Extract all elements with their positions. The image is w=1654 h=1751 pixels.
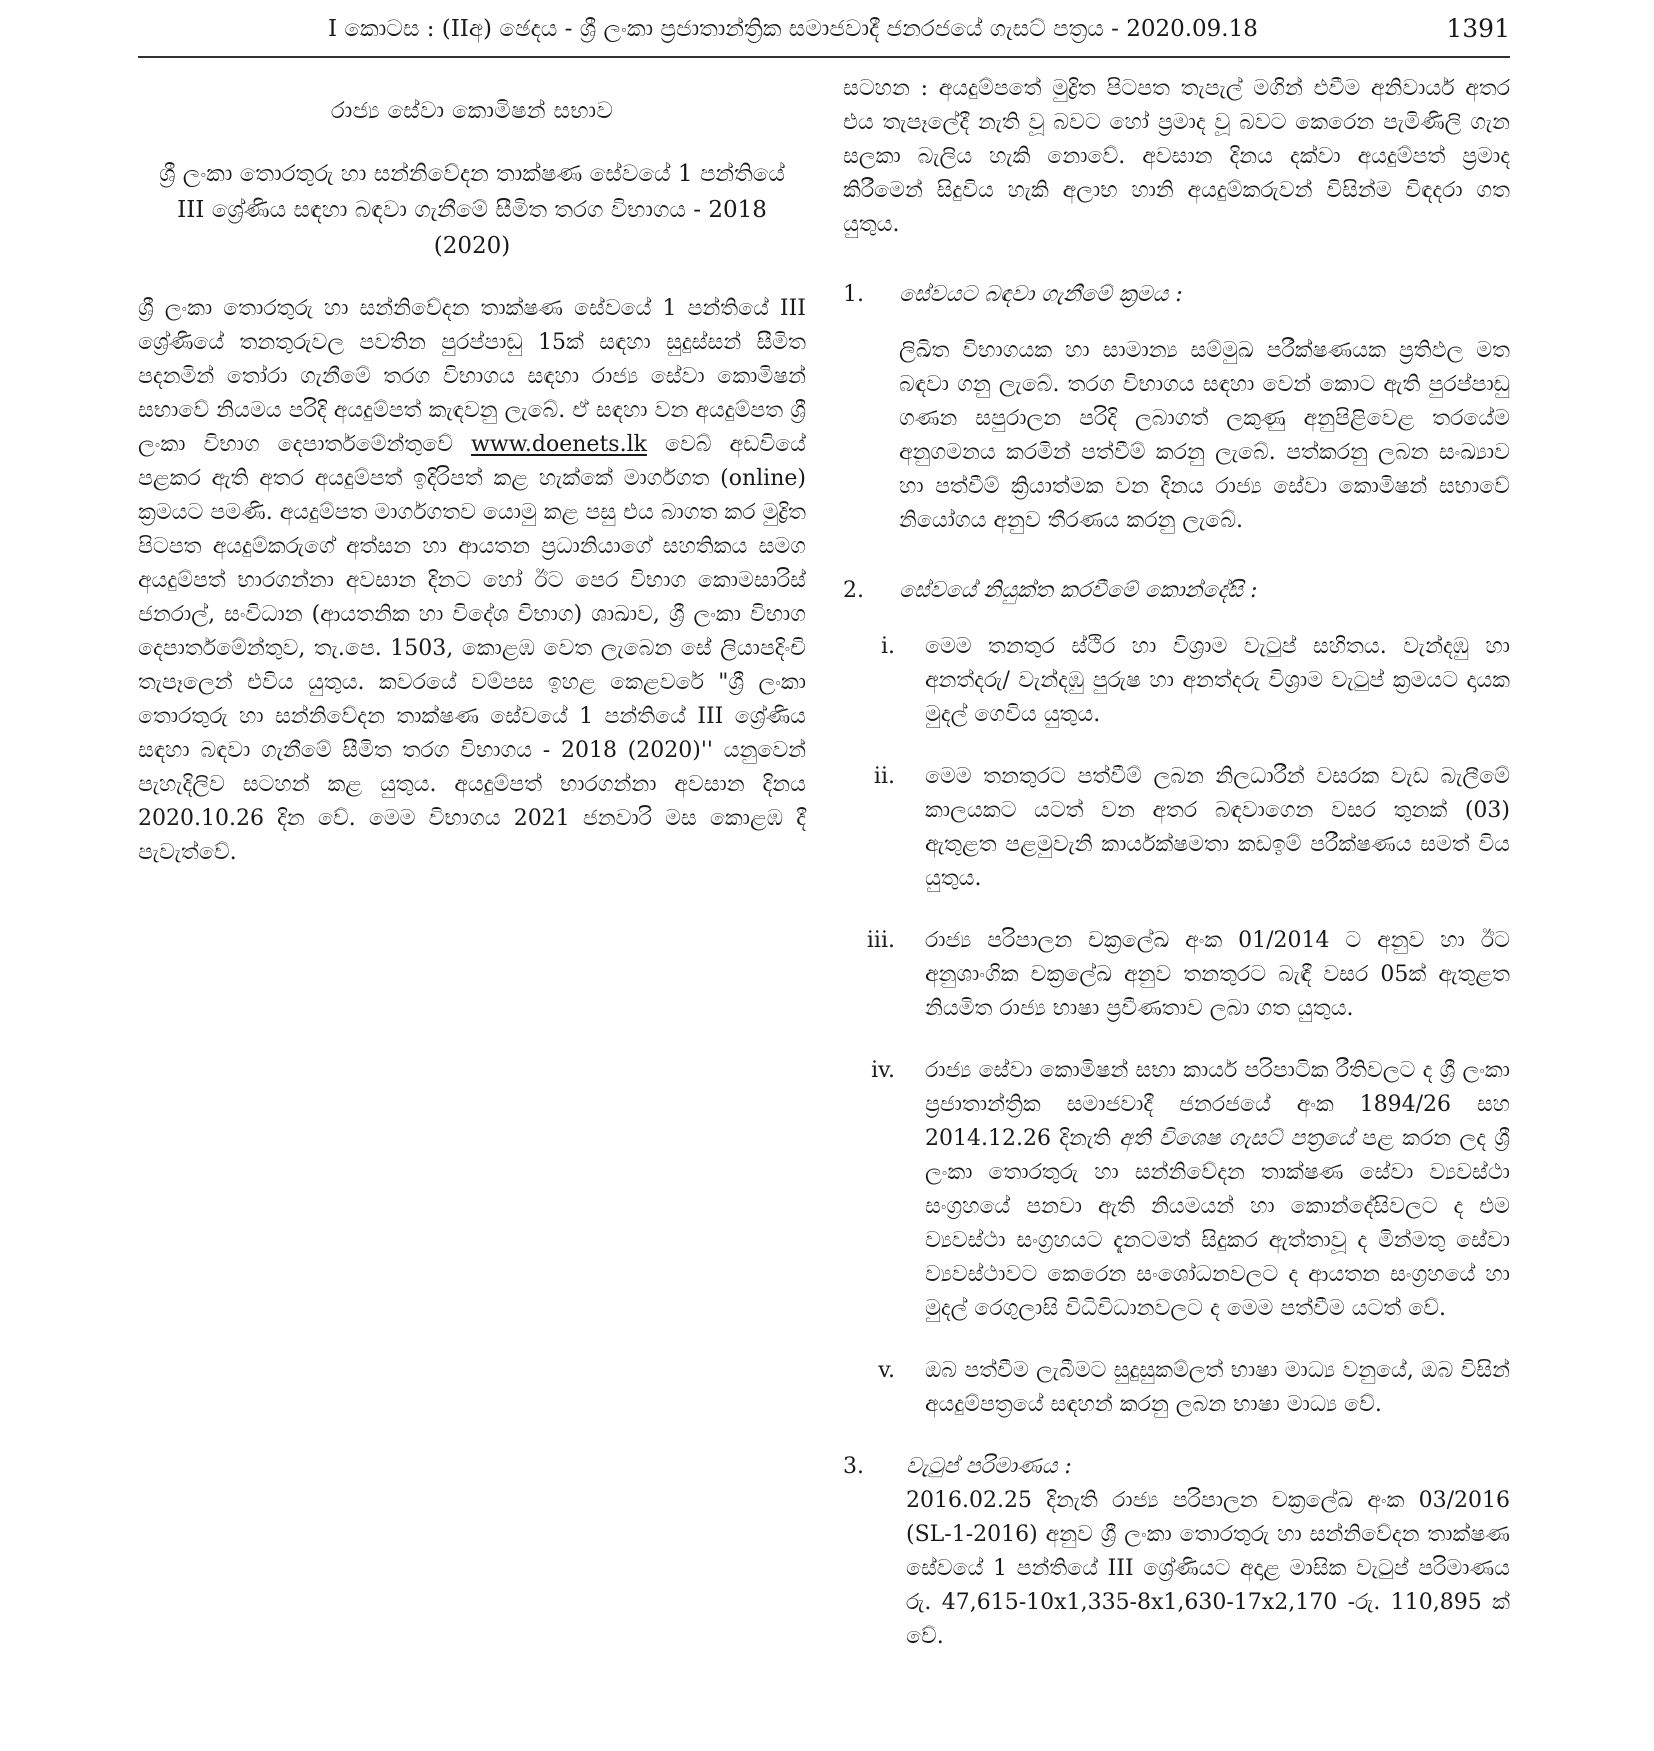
- right-column: [843, 72, 1510, 1654]
- section-1: [843, 278, 1510, 538]
- item-number: v.: [878, 1358, 895, 1383]
- item-text: මෙම තනතුර ස්ථිර හා විශ්‍රාම වැටුප් සහිතය. වැන්දඹු හා අනත්දරු/ වැන්දඹු පුරුෂ හා අනත්දරු විශ්‍රාම වැටුප් ක්‍රමයට දායක මුදල් ගෙවිය යුතුය.: [925, 634, 1510, 727]
- notice-text-b: වෙබ් අඩවියේ පළකර ඇති අතර අයදුම්පත් ඉදිරිපත් කළ හැක්කේ මාර්ගගත (online) ක්‍රමයට පමණි. අයදුම්පත මාර්ගගතව යොමු කළ පසු එය බාගත කර මුද්‍රිත පිටපත අයදුම්කරුගේ අත්සන හා ආයතන ප්‍රධානියාගේ සහතිකය සමග අයදුම්පත් භාරගන්නා අවසාන දිනට හෝ ඊට පෙර විභාග කොමසාරිස් ජනරාල්, සංවිධාන (ආයතනික හා විදේශ විභාග) ශාඛාව, ශ්‍රී ලංකා විභාග දෙපාර්තමේන්තුව, තැ.පෙ. 1503, කොළඹ වෙත ලැබෙන සේ ලියාපදිංචි තැපෑලෙන් එවිය යුතුය. කවරයේ වම්පස ඉහළ කෙළවරේ "ශ්‍රී ලංකා තොරතුරු හා සන්නිවේදන තාක්ෂණ සේවයේ 1 පන්තියේ III ශ්‍රේණිය සඳහා බඳවා ගැනීමේ සීමිත තරග විභාගය - 2018 (2020)'' යනුවෙන් පැහැදිලිව සටහන් කළ යුතුය. අයදුම්පත් භාරගන්නා අවසාන දිනය 2020.10.26 දින වේ. මෙම විභාගය 2021 ජනවාරි මස කොළඹ දී පැවැත්වේ.: [138, 432, 806, 865]
- section-title: සේවයේ නියුක්ත කරවීමේ කොන්දේසි :: [899, 578, 1258, 603]
- item-text: [925, 1054, 1510, 1326]
- section-number: 2.: [843, 578, 864, 603]
- condition-item: [843, 1354, 1510, 1422]
- item-text-a: රාජ්‍ය සේවා කොමිෂන් සභා කාර්ය පරිපාටික රීතිවලට ද ශ්‍රී ලංකා ප්‍රජාතාන්ත්‍රික සමාජවාදී ජනරජයේ අංක 1894/26 සහ 2014.12.26 දිනැති: [925, 1058, 1510, 1151]
- gazette-header: [138, 8, 1510, 48]
- header-title: I කොටස : (IIඅ) ඡෙදය - ශ්‍රී ලංකා ප්‍රජාතාන්ත්‍රික සමාජවාදී ජනරජයේ ගැසට් පත්‍රය - 2020.09.18: [328, 16, 1258, 42]
- left-column: [138, 84, 806, 870]
- exam-heading: ශ්‍රී ලංකා තොරතුරු හා සන්නිවේදන තාක්ෂණ සේවයේ 1 පන්තියේ III ශ්‍රේණිය සඳහා බඳවා ගැනීමේ සීමිත තරග විභාගය - 2018 (2020): [159, 161, 785, 259]
- section-body: 2016.02.25 දිනැති රාජ්‍ය පරිපාලන චක්‍රලේඛ අංක 03/2016 (SL-1-2016) අනුව ශ්‍රී ලංකා තොරතුරු හා සන්නිවේදන තාක්ෂණ සේවයේ 1 පන්තියේ III ශ්‍රේණියට අදාළ මාසික වැටුප් පරිමාණය රු. 47,615-10x1,335-8x1,630-17x2,170 -රු. 110,895 ක් වේ.: [906, 1488, 1510, 1649]
- item-text-italic: අති විශෙෂ ගැසට් පත්‍රයේ: [1119, 1126, 1354, 1151]
- item-text: ඔබ පත්වීම ලැබීමට සුදුසුකම්ලත් භාෂා මාධ්‍ය වනුයේ, ඔබ විසින් අයදුම්පත්‍රයේ සඳහන් කරනු ලබන භාෂා මාධ්‍ය වේ.: [925, 1358, 1510, 1417]
- condition-item: [843, 924, 1510, 1026]
- website-link[interactable]: www.doenets.lk: [471, 432, 647, 457]
- notice-text-a: ශ්‍රී ලංකා තොරතුරු හා සන්නිවේදන තාක්ෂණ සේවයේ 1 පන්තියේ III ශ්‍රේණියේ තනතුරුවල පවතින පුරප්පාඩු 15ක් සඳහා සුදුස්සන් සීමිත පදනමින් තෝරා ගැනීමේ තරග විභාගය සඳහා රාජ්‍ය සේවා කොමිෂන් සභාවේ නියමය පරිදි අයදුම්පත් කැඳවනු ලැබේ. ඒ සඳහා වන අයදුම්පත ශ්‍රී ලංකා විභාග දෙපාර්තමේන්තුවේ: [138, 296, 806, 457]
- item-number: ii.: [873, 764, 895, 789]
- section-body: ලිඛිත විභාගයක හා සාමාන්‍ය සම්මුඛ පරීක්ෂණයක ප්‍රතිඵල මත බඳවා ගනු ලැබේ. තරග විභාගය සඳහා වෙන් කොට ඇති පුරප්පාඩු ගණන සපුරාලන පරිදි ලබාගත් ලකුණු අනුපිළිවෙළ තරයේම අනුගමනය කරමින් පත්වීම් කරනු ලැබේ. පත්කරනු ලබන සංඛ්‍යාව හා පත්වීම් ක්‍රියාත්මක වන දිනය රාජ්‍ය සේවා කොමිෂන් සභාවේ නියෝගය අනුව තීරණය කරනු ලැබේ.: [899, 338, 1510, 533]
- section-title: වැටුප් පරිමාණය :: [906, 1454, 1072, 1479]
- item-number: iv.: [871, 1058, 895, 1083]
- item-number: i.: [880, 634, 895, 659]
- item-text: රාජ්‍ය පරිපාලන චක්‍රලේඛ අංක 01/2014 ට අනුව හා ඊට අනුශාංගික චක්‍රලේඛ අනුව තනතුරට බැඳී වසර 05ක් ඇතුළත නියමිත රාජ්‍ය භාෂා ප්‍රවීණතාව ලබා ගත යුතුය.: [925, 928, 1510, 1021]
- condition-item: [843, 760, 1510, 896]
- section-number: 3.: [843, 1454, 864, 1479]
- organization-heading: රාජ්‍ය සේවා කොමිෂන් සභාව: [330, 98, 614, 124]
- page-number: 1391: [1446, 14, 1510, 43]
- note-paragraph: සටහන : අයදුම්පතේ මුද්‍රිත පිටපත තැපැල් මගින් එවීම අනිවාර්ය අතර එය තැපෑලේදී නැති වූ බවට හෝ ප්‍රමාද වූ බවට කෙරෙන පැමිණිලි ගැන සලකා බැලිය හැකි නොවේ. අවසාන දිනය දක්වා අයදුම්පත් ප්‍රමාද කිරීමෙන් සිදුවිය හැකි අලාභ හානි අයදුම්කරුවන් විසින්ම විඳදරා ගත යුතුය.: [843, 76, 1510, 237]
- header-rule: [138, 56, 1510, 58]
- condition-item: [843, 630, 1510, 732]
- item-text: මෙම තනතුරට පත්වීම් ලබන නිලධාරීන් වසරක වැඩ බැලීමේ කාලයකට යටත් වන අතර බඳවාගෙන වසර තුනක් (03) ඇතුළත පළමුවැනි කාර්යක්ෂමතා කඩඉම් පරීක්ෂණය සමත් විය යුතුය.: [925, 764, 1510, 891]
- condition-item: [843, 1054, 1510, 1326]
- notice-paragraph: [138, 292, 806, 870]
- section-number: 1.: [843, 282, 864, 307]
- item-text-b: පළ කරන ලද ශ්‍රී ලංකා තොරතුරු හා සන්නිවේදන තාක්ෂණ සේවා ව්‍යවස්ථා සංග්‍රහයේ පනවා ඇති නියමයන් හා කොන්දේසිවලට ද එම ව්‍යවස්ථා සංග්‍රහයට දැනටමත් සිදුකර ඇත්තාවූ ද මින්මතු සේවා ව්‍යවස්ථාවට කෙරෙන සංශෝධනවලට ද ආයතන සංග්‍රහයේ හා මුදල් රෙගුලාසි විධිවිධානවලට ද මෙම පත්වීම යටත් වේ.: [925, 1126, 1510, 1321]
- section-title: සේවයට බඳවා ගැනීමේ ක්‍රමය :: [899, 282, 1183, 307]
- section-2: [843, 574, 1510, 1422]
- item-number: iii.: [866, 928, 895, 953]
- section-3: [843, 1450, 1510, 1654]
